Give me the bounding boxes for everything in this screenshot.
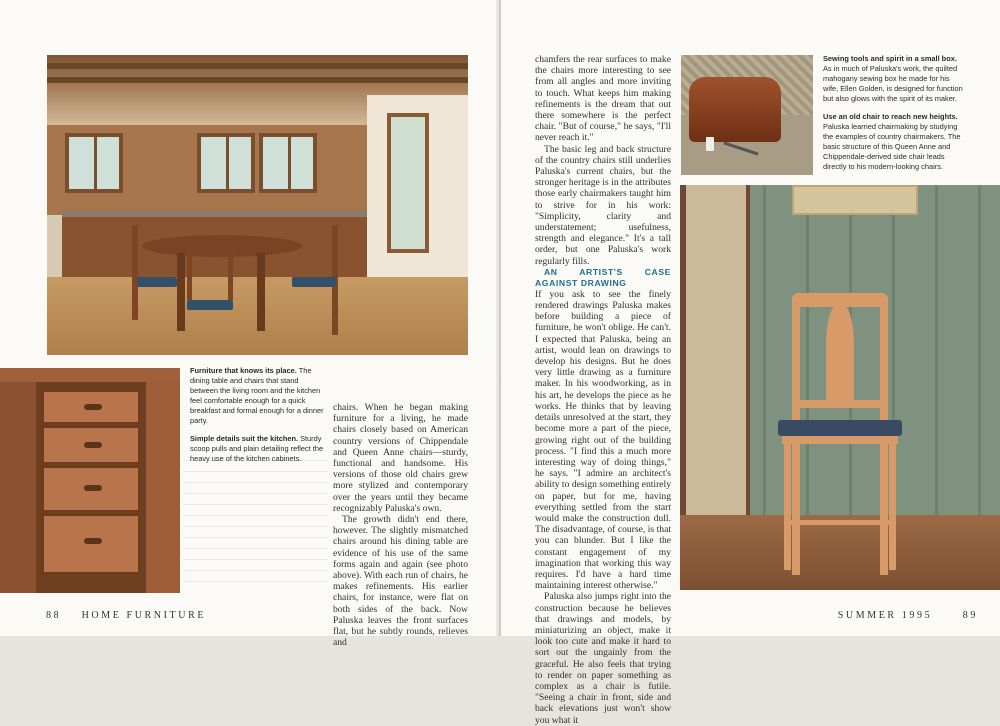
body-paragraph: chairs. When he began making furniture for a living, he made chairs closely based on American country versions of Chippendale and Queen Anne chairs—sturdy, functional and handsome. His versions of those old chairs grew more stylized and contemporary over the years until they became recognizably Paluska's own. <box>333 402 468 514</box>
section-heading: AN ARTIST'S CASE AGAINST DRAWING <box>535 266 671 288</box>
caption-chair: Use an old chair to reach new heights. Paluska learned chairmaking by studying the examples of country chairmakers. The basic structure of this Queen Anne and Chippendale-derived side chair leads directly to his modern-looking chairs. <box>823 112 961 171</box>
left-body-column <box>333 402 468 648</box>
body-paragraph: The growth didn't end there, however. The slightly mismatched chairs around his dining table are evidence of his use of the same forms again and again (see photo above). With each run of chairs, he makes refinements. His earlier chairs, for instance, were flat on both sides of the back. Now Paluska leaves the front surfaces flat, but he subtly rounds, relieves and <box>333 514 468 649</box>
body-paragraph: The basic leg and back structure of the country chairs still underlies Paluska's current chairs, but the stronger heritage is in the attributes those early chairmakers taught him to strive for in his work: "Simplicity, clarity and understatement; usefulness, strength and elegance." It's a tall order, but one Paluska's work regularly fills. <box>535 143 671 267</box>
body-paragraph: Paluska also jumps right into the construction because he believes that drawings and models, by miniaturizing an object, make it look too cute and make it hard to sort out the ungainly from the graceful. He also feels that trying to render on paper something as complex as a chair is futile. "Seeing a chair in front, side and back elevations just won't show you what it <box>535 591 671 726</box>
running-head: SUMMER 1995 <box>837 610 933 621</box>
kitchen-dining-photo <box>47 55 468 355</box>
running-head: HOME FURNITURE <box>81 610 207 621</box>
show-through-text <box>183 460 328 590</box>
sewing-box-photo <box>681 55 813 175</box>
side-chair-photo <box>680 185 1000 590</box>
caption-sewing-box: Sewing tools and spirit in a small box. As in much of Paluska's work, the quilted mahogany sewing box he made for his wife, Ellen Golden, is designed for function but also glows with the spirit of its maker. <box>823 54 963 103</box>
caption-drawers: Simple details suit the kitchen. Sturdy scoop pulls and plain detailing reflect the heavy use of the kitchen cabinets. <box>190 434 324 463</box>
left-page <box>0 0 499 649</box>
right-captions <box>823 54 963 180</box>
page-number: 88 <box>46 610 62 621</box>
kitchen-drawers-photo <box>0 368 180 593</box>
right-page <box>501 0 1000 726</box>
right-folio <box>838 610 978 621</box>
left-captions <box>190 366 328 472</box>
right-body-column <box>535 54 671 726</box>
body-paragraph: chamfers the rear surfaces to make the chairs more interesting to see from all angles and more inviting to touch. What keeps him making refinements is the dream that out there somewhere is the perfect chair. "But of course," he says, "I'll never reach it." <box>535 54 671 144</box>
left-folio <box>46 610 206 621</box>
page-number: 89 <box>962 610 978 621</box>
body-paragraph: If you ask to see the finely rendered drawings Paluska makes before building a piece of furniture, he won't oblige. He can't. I expected that Paluska, being an artist, would lean on drawings to develop his designs. But he does very little drawing as a furniture maker. In his woodworking, as in his art, he develops the piece as he works. He thinks that by leaving details unresolved at the start, they become more a part of the piece, growing right out of the building process. "I find this a much more interesting way of doing things," he says. "I admire an architect's ability to design something entirely on paper, but for me, having everything settled from the start would make the construction dull. The disadvantage, of course, is that you can blunder. But I like the constant engagement of my imagination that working this way requires. I'd have a hard time maintaining interest otherwise." <box>535 288 671 592</box>
caption-dining: Furniture that knows its place. The dining table and chairs that stand between the living room and the kitchen feel comfortable enough for a quick breakfast and formal enough for a dinner party. <box>190 366 324 425</box>
